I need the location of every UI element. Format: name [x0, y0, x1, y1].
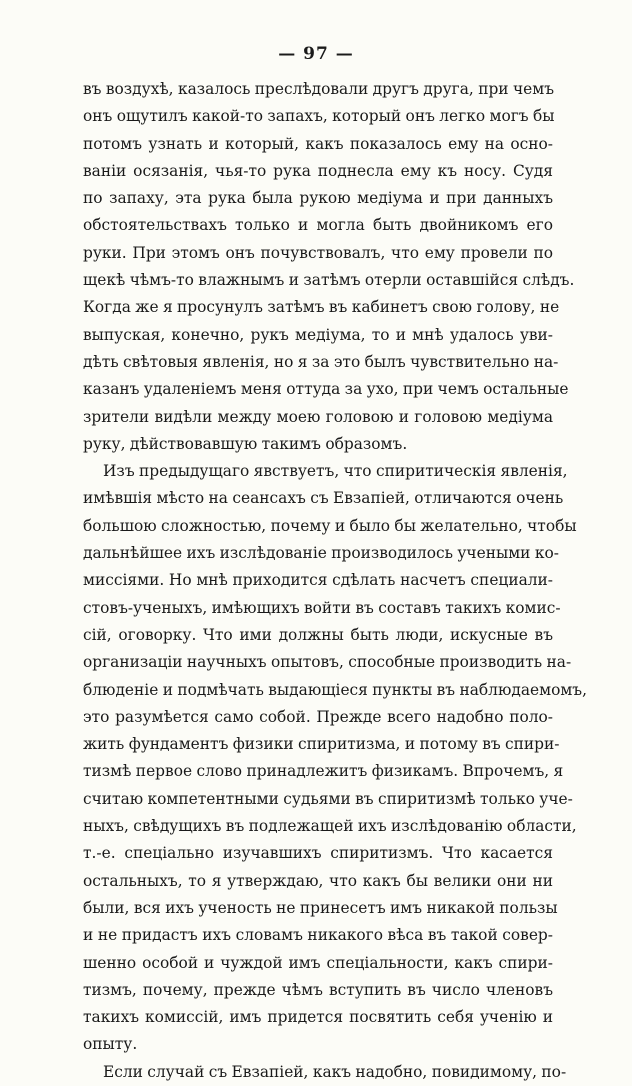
- text-line: опыту.: [83, 1035, 138, 1054]
- text-line: обстоятельствахъ только и могла быть двойникомъ его: [83, 216, 553, 235]
- text-line: имѣвшія мѣсто на сеансахъ съ Евзапіей, отличаются очень: [83, 489, 564, 508]
- text-line: остальныхъ, то я утверждаю, что какъ бы велики они ни: [83, 871, 553, 890]
- text-line: и не придастъ ихъ словамъ никакого вѣса въ такой совер-: [83, 926, 553, 945]
- text-line: по запаху, эта рука была рукою медіума и при данныхъ: [83, 189, 553, 208]
- text-line: зрители видѣли между моею головою и головою медіума: [83, 407, 553, 426]
- text-line: щекѣ чѣмъ-то влажнымъ и затѣмъ отерли оставшійся слѣдъ.: [83, 271, 575, 290]
- text-line: тизмѣ первое слово принадлежитъ физикамъ. Впрочемъ, я: [83, 762, 564, 781]
- text-line: Изъ предыдущаго явствуетъ, что спиритическія явленія,: [103, 462, 568, 481]
- text-line: жить фундаментъ физики спиритизма, и потому въ спири-: [83, 735, 560, 754]
- text-line: шенно особой и чуждой имъ спеціальности, какъ спири-: [83, 953, 553, 972]
- text-line: потомъ узнать и который, какъ показалось ему на осно-: [83, 134, 553, 153]
- text-line: Если случай съ Евзапіей, какъ надобно, повидимому, по-: [103, 1062, 567, 1081]
- text-line: т.-е. спеціально изучавшихъ спиритизмъ. Что касается: [83, 844, 553, 863]
- text-line: онъ ощутилъ какой-то запахъ, который онъ легко могъ бы: [83, 107, 555, 126]
- body-text: [83, 76, 587, 1086]
- text-line: такихъ комиссій, имъ придется посвятить себя ученію и: [83, 1008, 553, 1027]
- text-line: ныхъ, свѣдущихъ въ подлежащей ихъ изслѣдованію области,: [83, 817, 577, 836]
- text-line: Когда же я просунулъ затѣмъ въ кабинетъ свою голову, не: [83, 298, 560, 317]
- text-line: считаю компетентными судьями въ спиритизмѣ только уче-: [83, 789, 573, 808]
- text-line: миссіями. Но мнѣ приходится сдѣлать насчетъ специали-: [83, 571, 553, 590]
- page-number: — 97 —: [278, 44, 354, 64]
- text-line: были, вся ихъ ученость не принесетъ имъ никакой пользы: [83, 898, 558, 917]
- text-line: большою сложностью, почему и было бы желательно, чтобы: [83, 516, 577, 535]
- text-line: ваніи осязанія, чья-то рука поднесла ему къ носу. Судя: [83, 161, 553, 180]
- text-line: выпуская, конечно, рукъ медіума, то и мнѣ удалось уви-: [83, 325, 553, 344]
- text-line: руки. При этомъ онъ почувствовалъ, что ему провели по: [83, 243, 553, 262]
- text-line: казанъ удаленіемъ меня оттуда за ухо, при чемъ остальные: [83, 380, 569, 399]
- text-line: тизмъ, почему, прежде чѣмъ вступить въ число членовъ: [83, 980, 553, 999]
- text-line: руку, дѣйствовавшую такимъ образомъ.: [83, 434, 408, 453]
- text-line: стовъ-ученыхъ, имѣющихъ войти въ составъ такихъ комис-: [83, 598, 561, 617]
- text-line: сій, оговорку. Что ими должны быть люди, искусные въ: [83, 625, 553, 644]
- text-line: дѣть свѣтовыя явленія, но я за это былъ чувствительно на-: [83, 352, 559, 371]
- text-line: организаціи научныхъ опытовъ, способные производить на-: [83, 653, 572, 672]
- text-line: это разумѣется само собой. Прежде всего надобно поло-: [83, 707, 553, 726]
- text-line: блюденіе и подмѣчать выдающіеся пункты въ наблюдаемомъ,: [83, 680, 587, 699]
- text-line: дальнѣйшее ихъ изслѣдованіе производилось учеными ко-: [83, 544, 559, 563]
- text-line: въ воздухѣ, казалось преслѣдовали другъ друга, при чемъ: [83, 80, 555, 98]
